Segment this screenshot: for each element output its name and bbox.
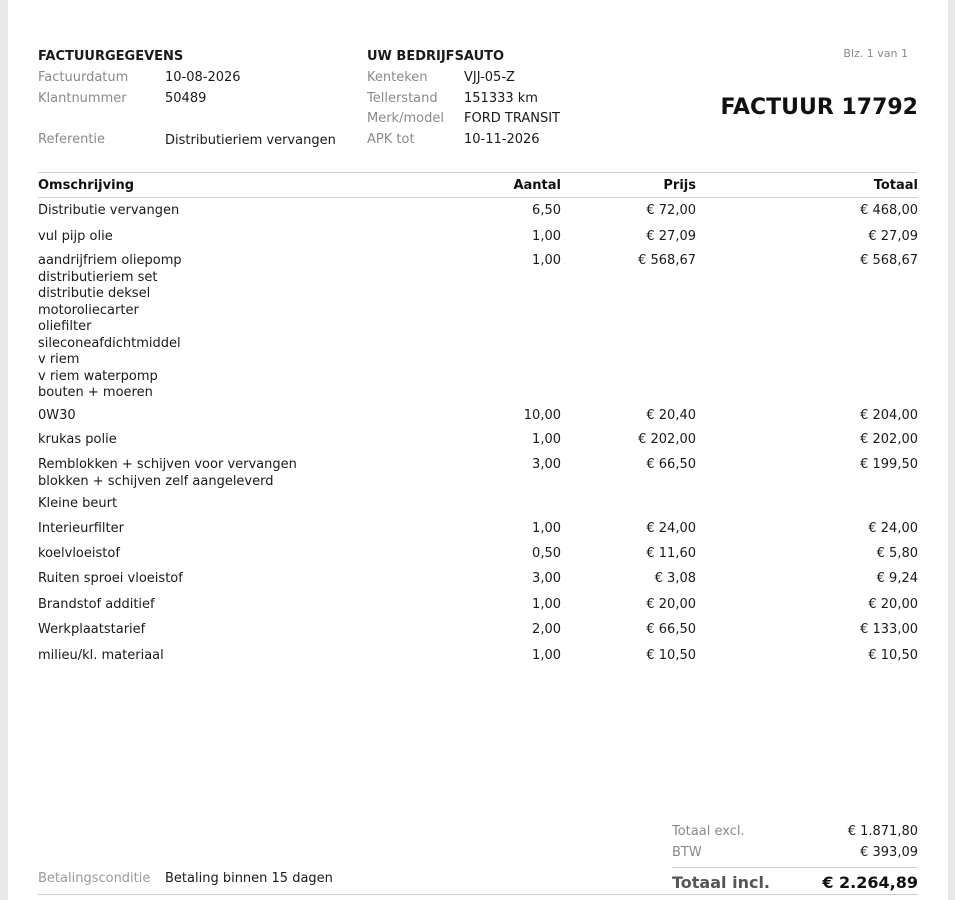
row-description-line: Remblokken + schijven voor vervangen xyxy=(38,457,297,472)
row-total: € 27,09 xyxy=(868,229,918,244)
header-quantity: Aantal xyxy=(513,178,561,193)
row-description-line: v riem xyxy=(38,352,80,367)
total-incl-label: Totaal incl. xyxy=(672,873,770,892)
row-total: € 204,00 xyxy=(860,408,918,423)
footer-divider xyxy=(38,894,918,895)
invoice-title: FACTUUR 17792 xyxy=(720,95,918,120)
row-quantity: 3,00 xyxy=(532,457,561,472)
row-price: € 3,08 xyxy=(654,571,696,586)
row-price: € 27,09 xyxy=(646,229,696,244)
row-description-line: vul pijp olie xyxy=(38,229,113,244)
row-price: € 66,50 xyxy=(646,622,696,637)
row-quantity: 6,50 xyxy=(532,203,561,218)
row-total: € 24,00 xyxy=(868,521,918,536)
row-price: € 11,60 xyxy=(646,546,696,561)
row-price: € 72,00 xyxy=(646,203,696,218)
row-description xyxy=(38,571,183,588)
row-price: € 202,00 xyxy=(638,432,696,447)
row-description-line: bouten + moeren xyxy=(38,385,153,400)
table-top-divider xyxy=(38,172,918,173)
row-quantity: 0,50 xyxy=(532,546,561,561)
row-description xyxy=(38,408,76,425)
odometer-value: 151333 km xyxy=(464,91,538,106)
row-quantity: 1,00 xyxy=(532,253,561,268)
row-quantity: 10,00 xyxy=(523,408,561,423)
row-total: € 202,00 xyxy=(860,432,918,447)
row-total: € 468,00 xyxy=(860,203,918,218)
odometer-label: Tellerstand xyxy=(367,91,438,106)
row-quantity: 1,00 xyxy=(532,597,561,612)
row-total: € 20,00 xyxy=(868,597,918,612)
license-plate-value: VJJ-05-Z xyxy=(464,70,515,85)
totals-divider xyxy=(672,867,918,868)
row-description xyxy=(38,229,113,246)
vat-value: € 393,09 xyxy=(860,845,918,860)
page-number: Blz. 1 van 1 xyxy=(843,47,908,60)
row-total: € 133,00 xyxy=(860,622,918,637)
row-description-line: blokken + schijven zelf aangeleverd xyxy=(38,473,274,489)
row-description-line: distributie deksel xyxy=(38,286,151,301)
row-price: € 10,50 xyxy=(646,648,696,663)
header-price: Prijs xyxy=(663,178,696,193)
row-quantity: 1,00 xyxy=(532,521,561,536)
row-description xyxy=(38,432,117,449)
row-price: € 568,67 xyxy=(638,253,696,268)
row-description xyxy=(38,496,117,513)
row-description-line: Interieurfilter xyxy=(38,521,124,536)
make-model-label: Merk/model xyxy=(367,111,444,126)
invoice-date-value: 10-08-2026 xyxy=(165,70,241,85)
total-excl-label: Totaal excl. xyxy=(672,824,745,839)
license-plate-label: Kenteken xyxy=(367,70,428,85)
row-description-line: milieu/kl. materiaal xyxy=(38,648,164,663)
total-incl-value: € 2.264,89 xyxy=(822,873,918,892)
row-description-line: Ruiten sproei vloeistof xyxy=(38,571,183,586)
invoice-date-label: Factuurdatum xyxy=(38,70,129,85)
row-description-line: sileconeafdichtmiddel xyxy=(38,335,181,351)
vehicle-heading: UW BEDRIJFSAUTO xyxy=(367,49,505,64)
invoice-page xyxy=(8,0,948,900)
row-description-line: Kleine beurt xyxy=(38,496,118,511)
row-quantity: 1,00 xyxy=(532,648,561,663)
row-description-line: 0W30 xyxy=(38,408,76,423)
row-description-line: Werkplaatstarief xyxy=(38,622,146,637)
header-total: Totaal xyxy=(873,178,918,193)
payment-terms-value: Betaling binnen 15 dagen xyxy=(165,871,333,886)
row-total: € 10,50 xyxy=(868,648,918,663)
row-description xyxy=(38,457,297,490)
row-total: € 5,80 xyxy=(876,546,918,561)
row-price: € 24,00 xyxy=(646,521,696,536)
row-description-line: koelvloeistof xyxy=(38,546,120,561)
row-description xyxy=(38,253,182,402)
row-quantity: 1,00 xyxy=(532,432,561,447)
apk-value: 10-11-2026 xyxy=(464,132,540,147)
row-description-line: oliefilter xyxy=(38,319,92,334)
row-description-line: Distributie vervangen xyxy=(38,203,180,218)
row-total: € 568,67 xyxy=(860,253,918,268)
row-description xyxy=(38,597,155,614)
row-price: € 20,00 xyxy=(646,597,696,612)
row-price: € 66,50 xyxy=(646,457,696,472)
row-description-line: krukas polie xyxy=(38,432,117,447)
row-description xyxy=(38,521,124,538)
header-description: Omschrijving xyxy=(38,178,135,193)
vat-label: BTW xyxy=(672,845,702,860)
reference-label: Referentie xyxy=(38,132,106,147)
row-total: € 199,50 xyxy=(860,457,918,472)
row-description xyxy=(38,546,120,563)
row-description xyxy=(38,622,145,639)
row-description xyxy=(38,648,164,665)
row-description-line: aandrijfriem oliepomp xyxy=(38,253,182,268)
customer-number-value: 50489 xyxy=(165,91,207,106)
reference-value: Distributieriem vervangen xyxy=(165,133,336,148)
row-quantity: 3,00 xyxy=(532,571,561,586)
row-quantity: 2,00 xyxy=(532,622,561,637)
row-description-line: motoroliecarter xyxy=(38,302,139,318)
row-total: € 9,24 xyxy=(876,571,918,586)
row-description-line: Brandstof additief xyxy=(38,597,155,612)
row-description xyxy=(38,203,179,220)
row-quantity: 1,00 xyxy=(532,229,561,244)
table-header-divider xyxy=(38,197,918,198)
total-excl-value: € 1.871,80 xyxy=(847,824,918,839)
row-price: € 20,40 xyxy=(646,408,696,423)
row-description-line: distributieriem set xyxy=(38,269,158,285)
customer-number-label: Klantnummer xyxy=(38,91,127,106)
make-model-value: FORD TRANSIT xyxy=(464,111,560,126)
row-description-line: v riem waterpomp xyxy=(38,368,158,384)
payment-terms-label: Betalingsconditie xyxy=(38,871,151,886)
apk-label: APK tot xyxy=(367,132,415,147)
invoice-details-heading: FACTUURGEGEVENS xyxy=(38,49,184,64)
